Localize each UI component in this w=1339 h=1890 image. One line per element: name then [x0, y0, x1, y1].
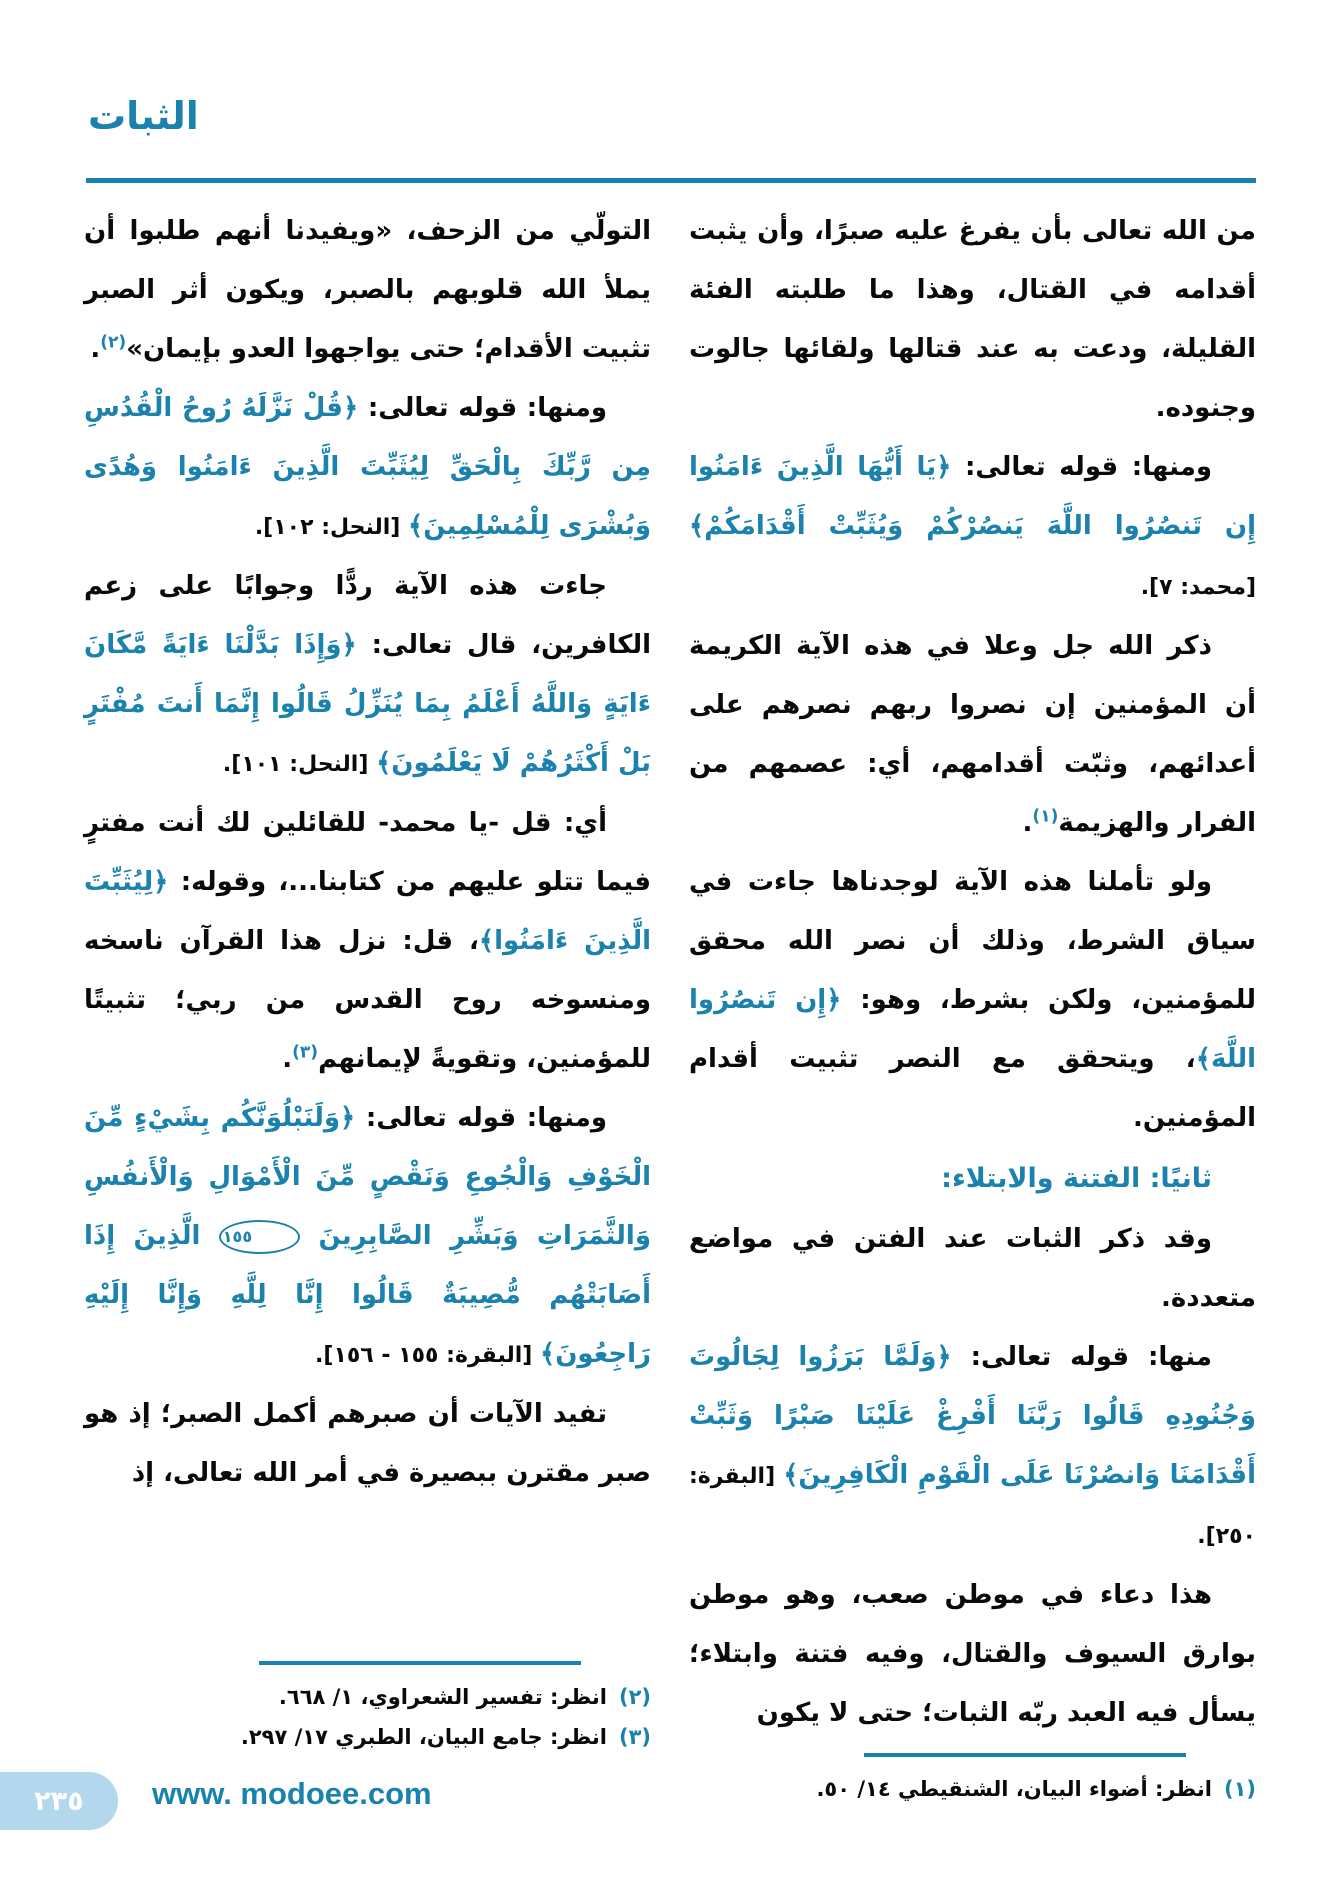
- paragraph: [84, 557, 651, 794]
- paragraph: [689, 853, 1256, 1148]
- verse-reference: [محمد: ٧].: [1140, 575, 1256, 600]
- footnotes-left: [84, 1651, 651, 1757]
- verse-reference: [النحل: ١٠٢].: [254, 515, 408, 540]
- body-text: ذكر الله جل وعلا في هذه الآية الكريمة أن المؤمنين إن نصروا ربهم نصرهم على أعدائهم، وثبّت أقدامهم، أي: عصمهم من الفرار والهزيمة: [689, 631, 1256, 838]
- paragraph: [84, 1089, 651, 1385]
- quran-verse: ﴿يَا أَيُّهَا الَّذِينَ ءَامَنُوا إِن تَنصُرُوا اللَّهَ يَنصُرْكُمْ وَيُثَبِّتْ أَقْدَامَكُمْ﴾: [689, 452, 1256, 541]
- body-text: .: [282, 1044, 293, 1074]
- body-text: ، ويتحقق مع النصر تثبيت أقدام المؤمنين.: [689, 1044, 1256, 1133]
- paragraph: [689, 1566, 1256, 1743]
- column-right-paragraphs: [689, 202, 1256, 1743]
- page-number: ٢٣٥: [34, 1785, 84, 1817]
- quran-verse: ﴿لِيُثَبِّتَ الَّذِينَ ءَامَنُوا﴾: [84, 867, 651, 956]
- body-text: .: [1022, 808, 1033, 838]
- verse-reference: [البقرة: ٢٥٠].: [689, 1464, 1256, 1549]
- paragraph: [689, 438, 1256, 617]
- quran-verse: ﴿إِن تَنصُرُوا اللَّهَ﴾: [689, 985, 1256, 1074]
- quran-verse: الَّذِينَ إِذَا أَصَابَتْهُم مُّصِيبَةٌ قَالُوا إِنَّا لِلَّهِ وَإِنَّا إِلَيْهِ رَاجِعُونَ﴾: [84, 1221, 651, 1369]
- footnote-number: (١): [1223, 1777, 1256, 1801]
- page-title: الثبات: [88, 94, 199, 138]
- paragraph: [689, 1210, 1256, 1328]
- body-text: جاءت هذه الآية ردًّا وجوابًا على زعم الكافرين، قال تعالى:: [84, 571, 651, 660]
- footnote: [84, 1717, 651, 1757]
- page-number-badge: [0, 1772, 118, 1830]
- body-text: .: [90, 334, 101, 364]
- quran-verse: ﴿وَلَنَبْلُوَنَّكُم بِشَيْءٍ مِّنَ الْخَوْفِ وَالْجُوعِ وَنَقْصٍ مِّنَ الْأَمْوَالِ وَالْأَنفُسِ وَالثَّمَرَاتِ وَبَشِّرِ الصَّابِرِينَ: [84, 1103, 651, 1251]
- footnote-marker: (٢): [100, 332, 127, 353]
- footnote-list-right: [689, 1769, 1256, 1809]
- body-text: ، قل: نزل هذا القرآن ناسخه ومنسوخه روح القدس من ربي؛ تثبيتًا للمؤمنين، وتقويةً لإيمانهم: [84, 926, 651, 1074]
- paragraph: [84, 1385, 651, 1503]
- ayah-number: ١٥٥: [219, 1220, 300, 1254]
- verse-reference: [البقرة: ١٥٥ - ١٥٦].: [315, 1343, 540, 1368]
- body-text: منها: قوله تعالى:: [951, 1342, 1213, 1372]
- body-text: ومنها: قوله تعالى:: [355, 1103, 607, 1133]
- column-right: [689, 202, 1256, 1801]
- quran-verse: ﴿وَلَمَّا بَرَزُوا لِجَالُوتَ وَجُنُودِهِ قَالُوا رَبَّنَا أَفْرِغْ عَلَيْنَا صَبْرًا وَثَبِّتْ أَقْدَامَنَا وَانصُرْنَا عَلَى الْقَوْمِ الْكَافِرِينَ﴾: [689, 1342, 1256, 1490]
- body-text: من الله تعالى بأن يفرغ عليه صبرًا، وأن يثبت أقدامه في القتال، وهذا ما طلبته الفئة القليلة، ودعت به عند قتالها ولقائها جالوت وجنوده.: [689, 216, 1256, 423]
- column-left: [84, 202, 651, 1757]
- footnotes-right: [689, 1743, 1256, 1809]
- body-text: هذا دعاء في موطن صعب، وهو موطن بوارق السيوف والقتال، وفيه فتنة وابتلاء؛ يسأل فيه العبد ربّه الثبات؛ حتى لا يكون: [689, 1580, 1256, 1728]
- body-text: أي: قل -يا محمد- للقائلين لك أنت مفترٍ فيما تتلو عليهم من كتابنا...، وقوله:: [84, 808, 651, 897]
- footnote-separator: [259, 1661, 581, 1665]
- footnote-number: (٣): [618, 1725, 651, 1749]
- website-url: www. modoee.com: [152, 1776, 432, 1811]
- quran-verse: ﴿قُلْ نَزَّلَهُ رُوحُ الْقُدُسِ مِن رَّبِّكَ بِالْحَقِّ لِيُثَبِّتَ الَّذِينَ ءَامَنُوا وَهُدًى وَبُشْرَى لِلْمُسْلِمِينَ﴾: [84, 393, 651, 541]
- footnote-number: (٢): [618, 1685, 651, 1709]
- footnote: [84, 1677, 651, 1717]
- footnote-text: انظر: جامع البيان، الطبري ١٧/ ٢٩٧.: [240, 1725, 607, 1749]
- paragraph: [689, 617, 1256, 853]
- body-text: ثانيًا: الفتنة والابتلاء:: [941, 1163, 1212, 1194]
- footnote-separator: [864, 1753, 1186, 1757]
- paragraph: [84, 794, 651, 1089]
- quran-verse: ﴿وَإِذَا بَدَّلْنَا ءَايَةً مَّكَانَ ءَايَةٍ وَاللَّهُ أَعْلَمُ بِمَا يُنَزِّلُ قَالُوا إِنَّمَا أَنتَ مُفْتَرٍ بَلْ أَكْثَرُهُمْ لَا يَعْلَمُونَ﴾: [84, 630, 651, 778]
- verse-reference: [النحل: ١٠١].: [222, 752, 377, 777]
- footnote-text: انظر: أضواء البيان، الشنقيطي ١٤/ ٥٠.: [816, 1777, 1212, 1801]
- paragraph: [84, 202, 651, 379]
- footnote-list-left: [84, 1677, 651, 1757]
- footnote: [689, 1769, 1256, 1809]
- body-text: ومنها: قوله تعالى:: [951, 452, 1212, 482]
- body-text: ولو تأملنا هذه الآية لوجدناها جاءت في سياق الشرط، وذلك أن نصر الله محقق للمؤمنين، ولكن بشرط، وهو:: [689, 867, 1256, 1015]
- body-text: وقد ذكر الثبات عند الفتن في مواضع متعددة.: [689, 1224, 1256, 1313]
- footnote-marker: (٣): [292, 1042, 319, 1063]
- title-rule: [86, 178, 1256, 183]
- body-text: التولّي من الزحف، «ويفيدنا أنهم طلبوا أن يملأ الله قلوبهم بالصبر، ويكون أثر الصبر تثبيت الأقدام؛ حتى يواجهوا العدو بإيمان»: [84, 216, 651, 364]
- body-text: تفيد الآيات أن صبرهم أكمل الصبر؛ إذ هو صبر مقترن ببصيرة في أمر الله تعالى، إذ: [84, 1399, 651, 1488]
- body-text: ومنها: قوله تعالى:: [358, 393, 607, 423]
- paragraph: [689, 1328, 1256, 1566]
- paragraph: [689, 202, 1256, 438]
- column-left-paragraphs: [84, 202, 651, 1503]
- footnote-text: انظر: تفسير الشعراوي، ١/ ٦٦٨.: [278, 1685, 607, 1709]
- paragraph: [84, 379, 651, 557]
- section-heading: [689, 1148, 1256, 1210]
- footnote-marker: (١): [1032, 806, 1059, 827]
